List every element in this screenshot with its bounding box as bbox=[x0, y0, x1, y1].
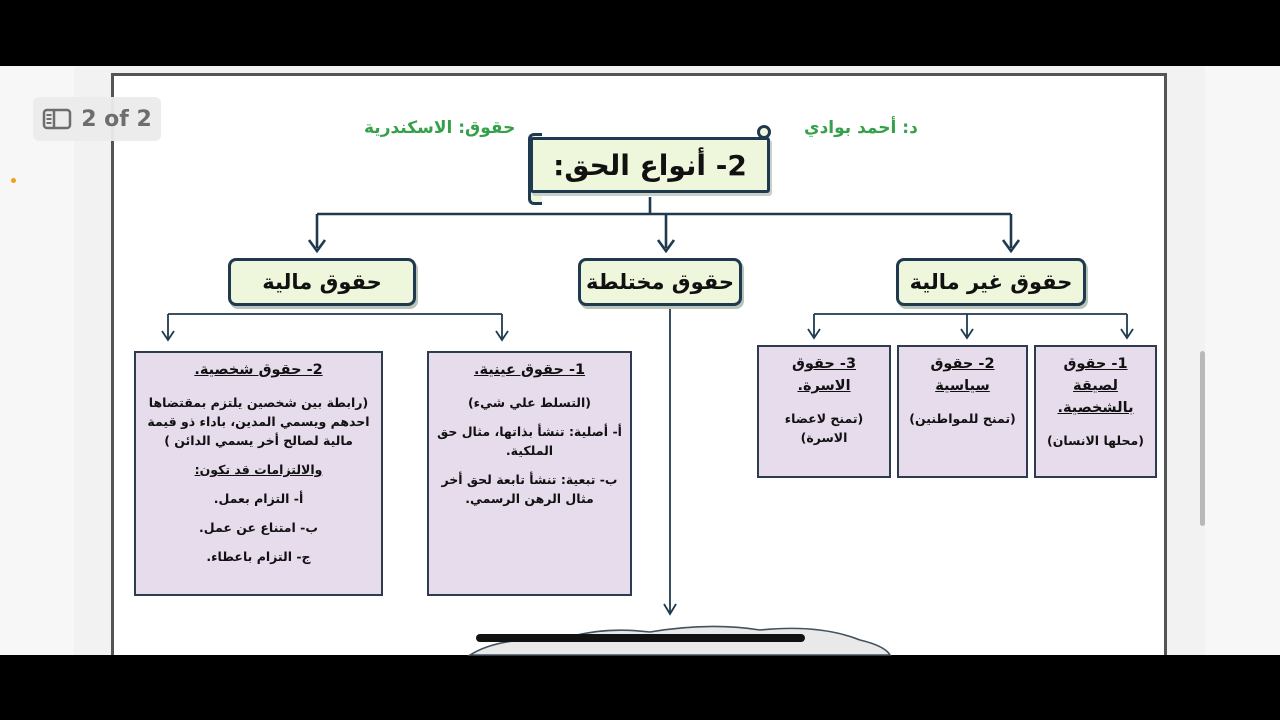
list-item: أ- التزام بعمل. bbox=[213, 491, 304, 506]
box-title: 2- حقوق سياسية bbox=[930, 356, 995, 394]
box-desc: (محلها الانسان) bbox=[1047, 433, 1144, 448]
box-political-rights bbox=[897, 345, 1028, 478]
box-desc: (التسلط علي شيء) bbox=[467, 395, 592, 410]
box-title: 3- حقوق الاسرة. bbox=[791, 356, 857, 394]
playback-progress-bar[interactable] bbox=[476, 634, 805, 642]
box-title: 2- حقوق شخصية. bbox=[194, 362, 323, 378]
list-item: ب- تبعية: تنشأ تابعة لحق أخر مثال الرهن الرسمي. bbox=[441, 472, 618, 506]
box-real-rights bbox=[427, 351, 632, 596]
category-non-financial: حقوق غير مالية bbox=[896, 258, 1086, 306]
box-personality-rights bbox=[1034, 345, 1157, 478]
category-mixed: حقوق مختلطة bbox=[578, 258, 742, 306]
list-item: أ- أصلية: تنشأ بذاتها، مثال حق الملكية. bbox=[437, 424, 622, 458]
box-desc: (تمنح لاعضاء الاسرة) bbox=[784, 411, 864, 445]
box-personal-rights bbox=[134, 351, 383, 596]
box-title: 1- حقوق عينية. bbox=[473, 362, 586, 378]
box-title: 1- حقوق لصيقة بالشخصية. bbox=[1057, 356, 1134, 416]
box-family-rights bbox=[757, 345, 891, 478]
page-indicator-text: 2 of 2 bbox=[81, 106, 152, 132]
course-header: حقوق: الاسكندرية bbox=[364, 118, 516, 138]
scroll-roll-right bbox=[757, 125, 771, 139]
main-title: 2- أنواع الحق: bbox=[530, 137, 770, 193]
author-header: د: أحمد بوادي bbox=[804, 118, 918, 138]
category-financial: حقوق مالية bbox=[228, 258, 416, 306]
box-desc: (رابطة بين شخصين يلتزم بمقتضاها احدهم ويسمي المدين، باداء ذو قيمة مالية لصالح أخر يسمي الدائن ) bbox=[147, 395, 370, 448]
list-item: ب- امتناع عن عمل. bbox=[199, 520, 318, 535]
box-subtitle: والالتزامات قد تكون: bbox=[194, 462, 323, 477]
list-item: ج- التزام باعطاء. bbox=[206, 549, 311, 564]
box-desc: (تمنح للمواطنين) bbox=[909, 411, 1016, 426]
